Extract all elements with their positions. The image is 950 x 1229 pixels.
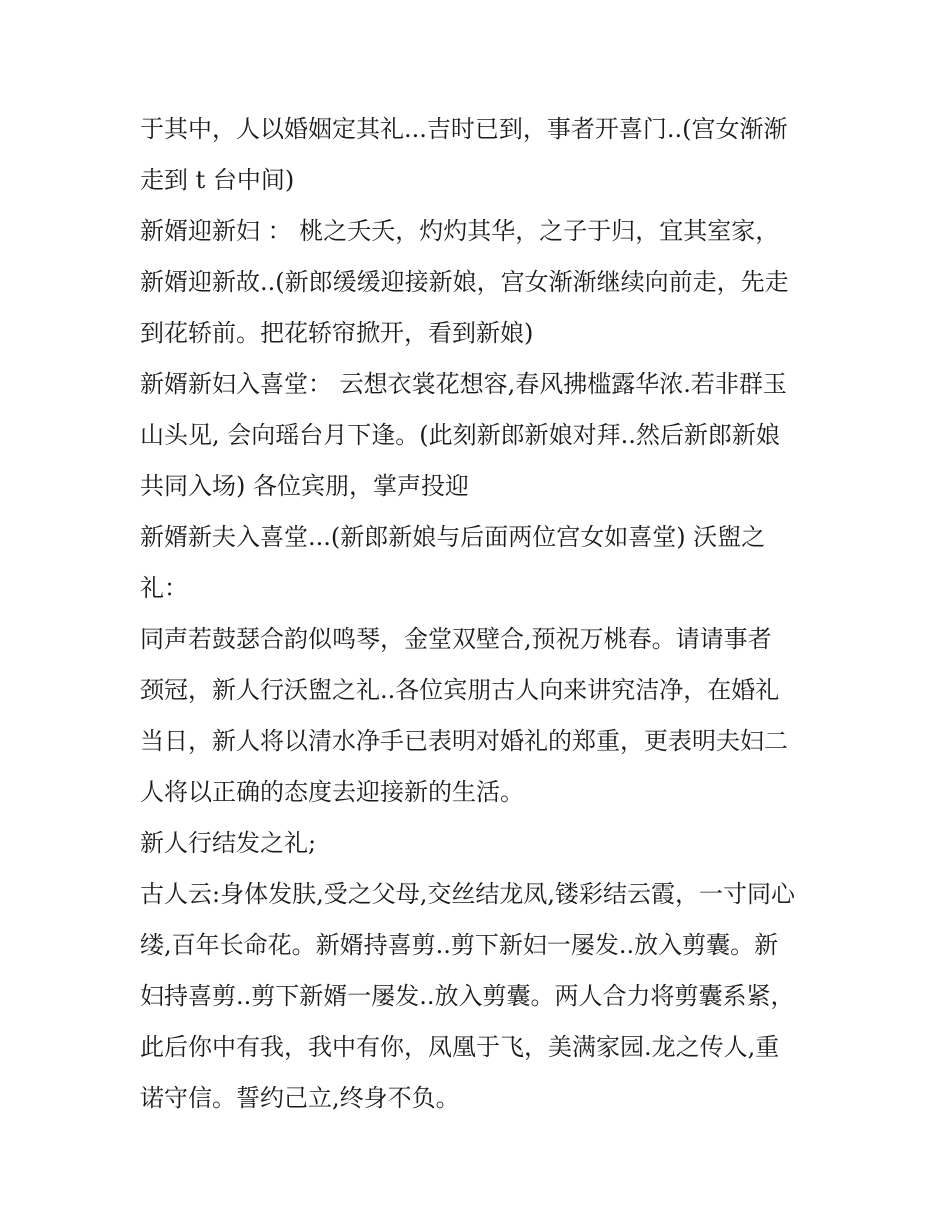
text-line: 山头见, 会向瑶台月下逢。(此刻新郎新娘对拜..然后新郎新娘 [140, 421, 780, 449]
text-line: 走到 t 台中间) [140, 166, 295, 194]
text-line: 妇持喜剪..剪下新婿一屡发..放入剪囊。两人合力将剪囊系紧， [140, 982, 795, 1010]
text-line: 诺守信。誓约己立,终身不负。 [140, 1084, 460, 1112]
text-line: 新婿迎新故..(新郎缓缓迎接新娘，宫女渐渐继续向前走，先走 [140, 268, 789, 296]
text-line: 到花轿前。把花轿帘掀开，看到新娘) [140, 319, 534, 347]
text-line: 人将以正确的态度去迎接新的生活。 [140, 778, 524, 806]
text-line: 古人云:身体发肤,受之父母,交丝结龙凤,镂彩结云霞，一寸同心 [140, 880, 795, 908]
text-line: 同声若鼓瑟合韵似鸣琴，金堂双壁合,预祝万桃春。请请事者 [140, 625, 772, 653]
text-line: 缕,百年长命花。新婿持喜剪..剪下新妇一屡发..放入剪囊。新 [140, 931, 779, 959]
text-line: 新人行结发之礼; [140, 829, 317, 857]
text-line: 当日，新人将以清水净手已表明对婚礼的郑重，更表明夫妇二 [140, 727, 788, 755]
text-line: 于其中，人以婚姻定其礼...吉时已到，事者开喜门..(宫女渐渐 [140, 115, 788, 143]
text-line: 此后你中有我，我中有你，凤凰于飞，美满家园.龙之传人,重 [140, 1033, 780, 1061]
document-body [140, 104, 820, 1124]
text-line: 新婿新妇入喜堂： 云想衣裳花想容,春风拂槛露华浓.若非群玉 [140, 370, 787, 398]
text-line: 共同入场) 各位宾朋，掌声投迎 [140, 472, 469, 500]
text-line: 新婿迎新妇 ： 桃之夭夭，灼灼其华，之子于归，宜其室家， [140, 217, 780, 245]
text-line: 颈冠，新人行沃盥之礼..各位宾朋古人向来讲究洁净，在婚礼 [140, 676, 780, 704]
text-line: 新婿新夫入喜堂...(新郎新娘与后面两位宫女如喜堂) 沃盥之 [140, 523, 766, 551]
text-line: 礼： [140, 574, 188, 602]
